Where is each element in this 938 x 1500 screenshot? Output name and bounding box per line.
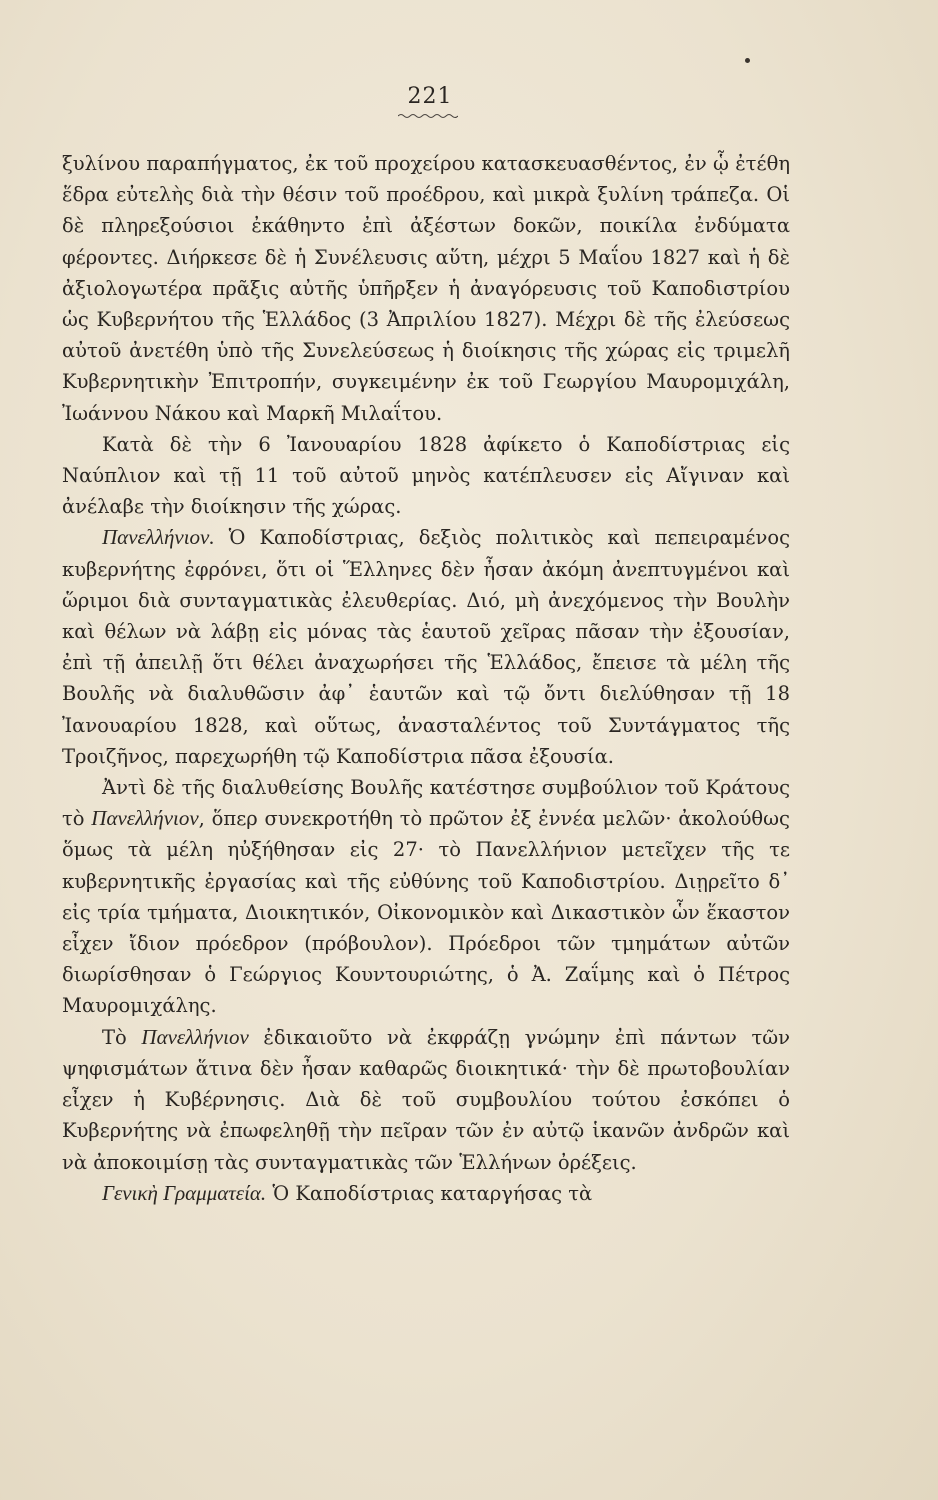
italic-term: Πανελλήνιον (91, 806, 199, 831)
section-lead-heading: Γενικὴ Γραμματεία. (102, 1180, 267, 1205)
paragraph-text: Ὁ Καποδίστριας, δεξιὸς πολιτικὸς καὶ πεπειραμένος κυβερνήτης ἐφρόνει, ὅτι οἱ Ἕλληνες δὲν ἦσαν ἀκόμη ἀνεπτυγμένοι καὶ ὥριμοι διὰ συνταγματικὰς ἐλευθερίας. Διό, μὴ ἀνεχόμενος τὴν Βουλὴν καὶ θέλων νὰ λάβῃ εἰς μόνας τὰς ἑαυτοῦ χεῖρας πᾶσαν τὴν ἐξουσίαν, ἐπὶ τῇ ἀπειλῇ ὅτι θέλει ἀναχωρήσει τῆς Ἑλλάδος, ἔπεισε τὰ μέλη τῆς Βουλῆς νὰ διαλυθῶσιν ἀφ᾽ ἑαυτῶν καὶ τῷ ὄντι διελύθησαν τῇ 18 Ἰανουαρίου 1828, καὶ οὕτως, ἀνασταλέντος τοῦ Συντάγματος τῆς Τροιζῆνος, παρεχωρήθη τῷ Καποδίστρια πᾶσα ἐξουσία. (62, 526, 790, 768)
paragraph-text: Ὁ Καποδίστριας καταργήσας τὰ (266, 1181, 593, 1205)
wavy-rule-ornament (398, 112, 458, 120)
paragraph-council (62, 772, 790, 1022)
paragraph-text: Κατὰ δὲ τὴν 6 Ἰανουαρίου 1828 ἀφίκετο ὁ Καποδίστριας εἰς Ναύπλιον καὶ τῇ 11 τοῦ αὐτοῦ μηνὸς κατέπλευσεν εἰς Αἴγιναν καὶ ἀνέλαβε τὴν διοίκησιν τῆς χώρας. (62, 432, 790, 519)
paragraph-text: , ὅπερ συνεκροτήθη τὸ πρῶτον ἐξ ἐννέα μελῶν· ἀκολούθως ὅμως τὰ μέλη ηὐξήθησαν εἰς 27· τὸ Πανελλήνιον μετεῖχεν τῆς τε κυβερνητικῆς ἐργασίας καὶ τῆς εὐθύνης τοῦ Καποδιστρίου. Διῃρεῖτο δ᾽ εἰς τρία τμήματα, Διοικητικόν, Οἰκονομικὸν καὶ Δικαστικὸν ὧν ἕκαστον εἶχεν ἴδιον πρόεδρον (πρόβουλον). Πρόεδροι τῶν τμημάτων αὐτῶν διωρίσθησαν ὁ Γεώργιος Κουντουριώτης, ὁ Ἀ. Ζαΐμης καὶ ὁ Πέτρος Μαυρομιχάλης. (62, 807, 790, 1018)
italic-term: Πανελλήνιον (141, 1024, 249, 1049)
paragraph-continuation (62, 148, 790, 429)
paragraph-text: Ἀντὶ δὲ τῆς διαλυθείσης Βουλῆς κατέστησε συμβούλιον τοῦ Κράτους τὸ (62, 776, 790, 831)
paragraph-general-secretariat (62, 1178, 790, 1209)
paragraph-text: ξυλίνου παραπήγματος, ἐκ τοῦ προχείρου κατασκευασθέντος, ἐν ᾧ ἐτέθη ἕδρα εὐτελὴς διὰ τὴν θέσιν τοῦ προέδρου, καὶ μικρὰ ξυλίνη τράπεζα. Οἱ δὲ πληρεξούσιοι ἐκάθηντο ἐπὶ ἀξέστων δοκῶν, ποικίλα ἐνδύματα φέροντες. Διήρκεσε δὲ ἡ Συνέλευσις αὕτη, μέχρι 5 Μαΐου 1827 καὶ ἡ δὲ ἀξιολογωτέρα πρᾶξις αὐτῆς ὑπῆρξεν ἡ ἀναγόρευσις τοῦ Καποδιστρίου ὡς Κυβερνήτου τῆς Ἑλλάδος (3 Ἀπριλίου 1827). Μέχρι δὲ τῆς ἐλεύσεως αὐτοῦ ἀνετέθη ὑπὸ τῆς Συνελεύσεως ἡ διοίκησις τῆς χώρας εἰς τριμελῆ Κυβερνητικὴν Ἐπιτροπήν, συγκειμένην ἐκ τοῦ Γεωργίου Μαυρομιχάλη, Ἰωάννου Νάκου καὶ Μαρκῆ Μιλαΐτου. (62, 152, 790, 425)
page-number: 221 (407, 84, 453, 109)
paragraph-text: ἐδικαιοῦτο νὰ ἐκφράζῃ γνώμην ἐπὶ πάντων τῶν ψηφισμάτων ἅτινα δὲν ἦσαν καθαρῶς διοικητικά· τὴν δὲ πρωτοβουλίαν εἶχεν ἡ Κυβέρνησις. Διὰ δὲ τοῦ συμβουλίου τούτου ἐσκόπει ὁ Κυβερνήτης νὰ ἐπωφεληθῇ τὴν πεῖραν τῶν ἐν αὐτῷ ἱκανῶν ἀνδρῶν καὶ νὰ ἀποκοιμίσῃ τὰς συνταγματικὰς τῶν Ἑλλήνων ὀρέξεις. (62, 1025, 790, 1174)
paragraph-text: Τὸ (102, 1025, 142, 1049)
body-text (62, 148, 790, 1209)
paragraph-panhellenion (62, 522, 790, 772)
ink-speck (745, 58, 750, 63)
section-lead-heading: Πανελλήνιον. (102, 525, 215, 550)
paragraph-arrival (62, 429, 790, 523)
paragraph-council-powers (62, 1022, 790, 1178)
